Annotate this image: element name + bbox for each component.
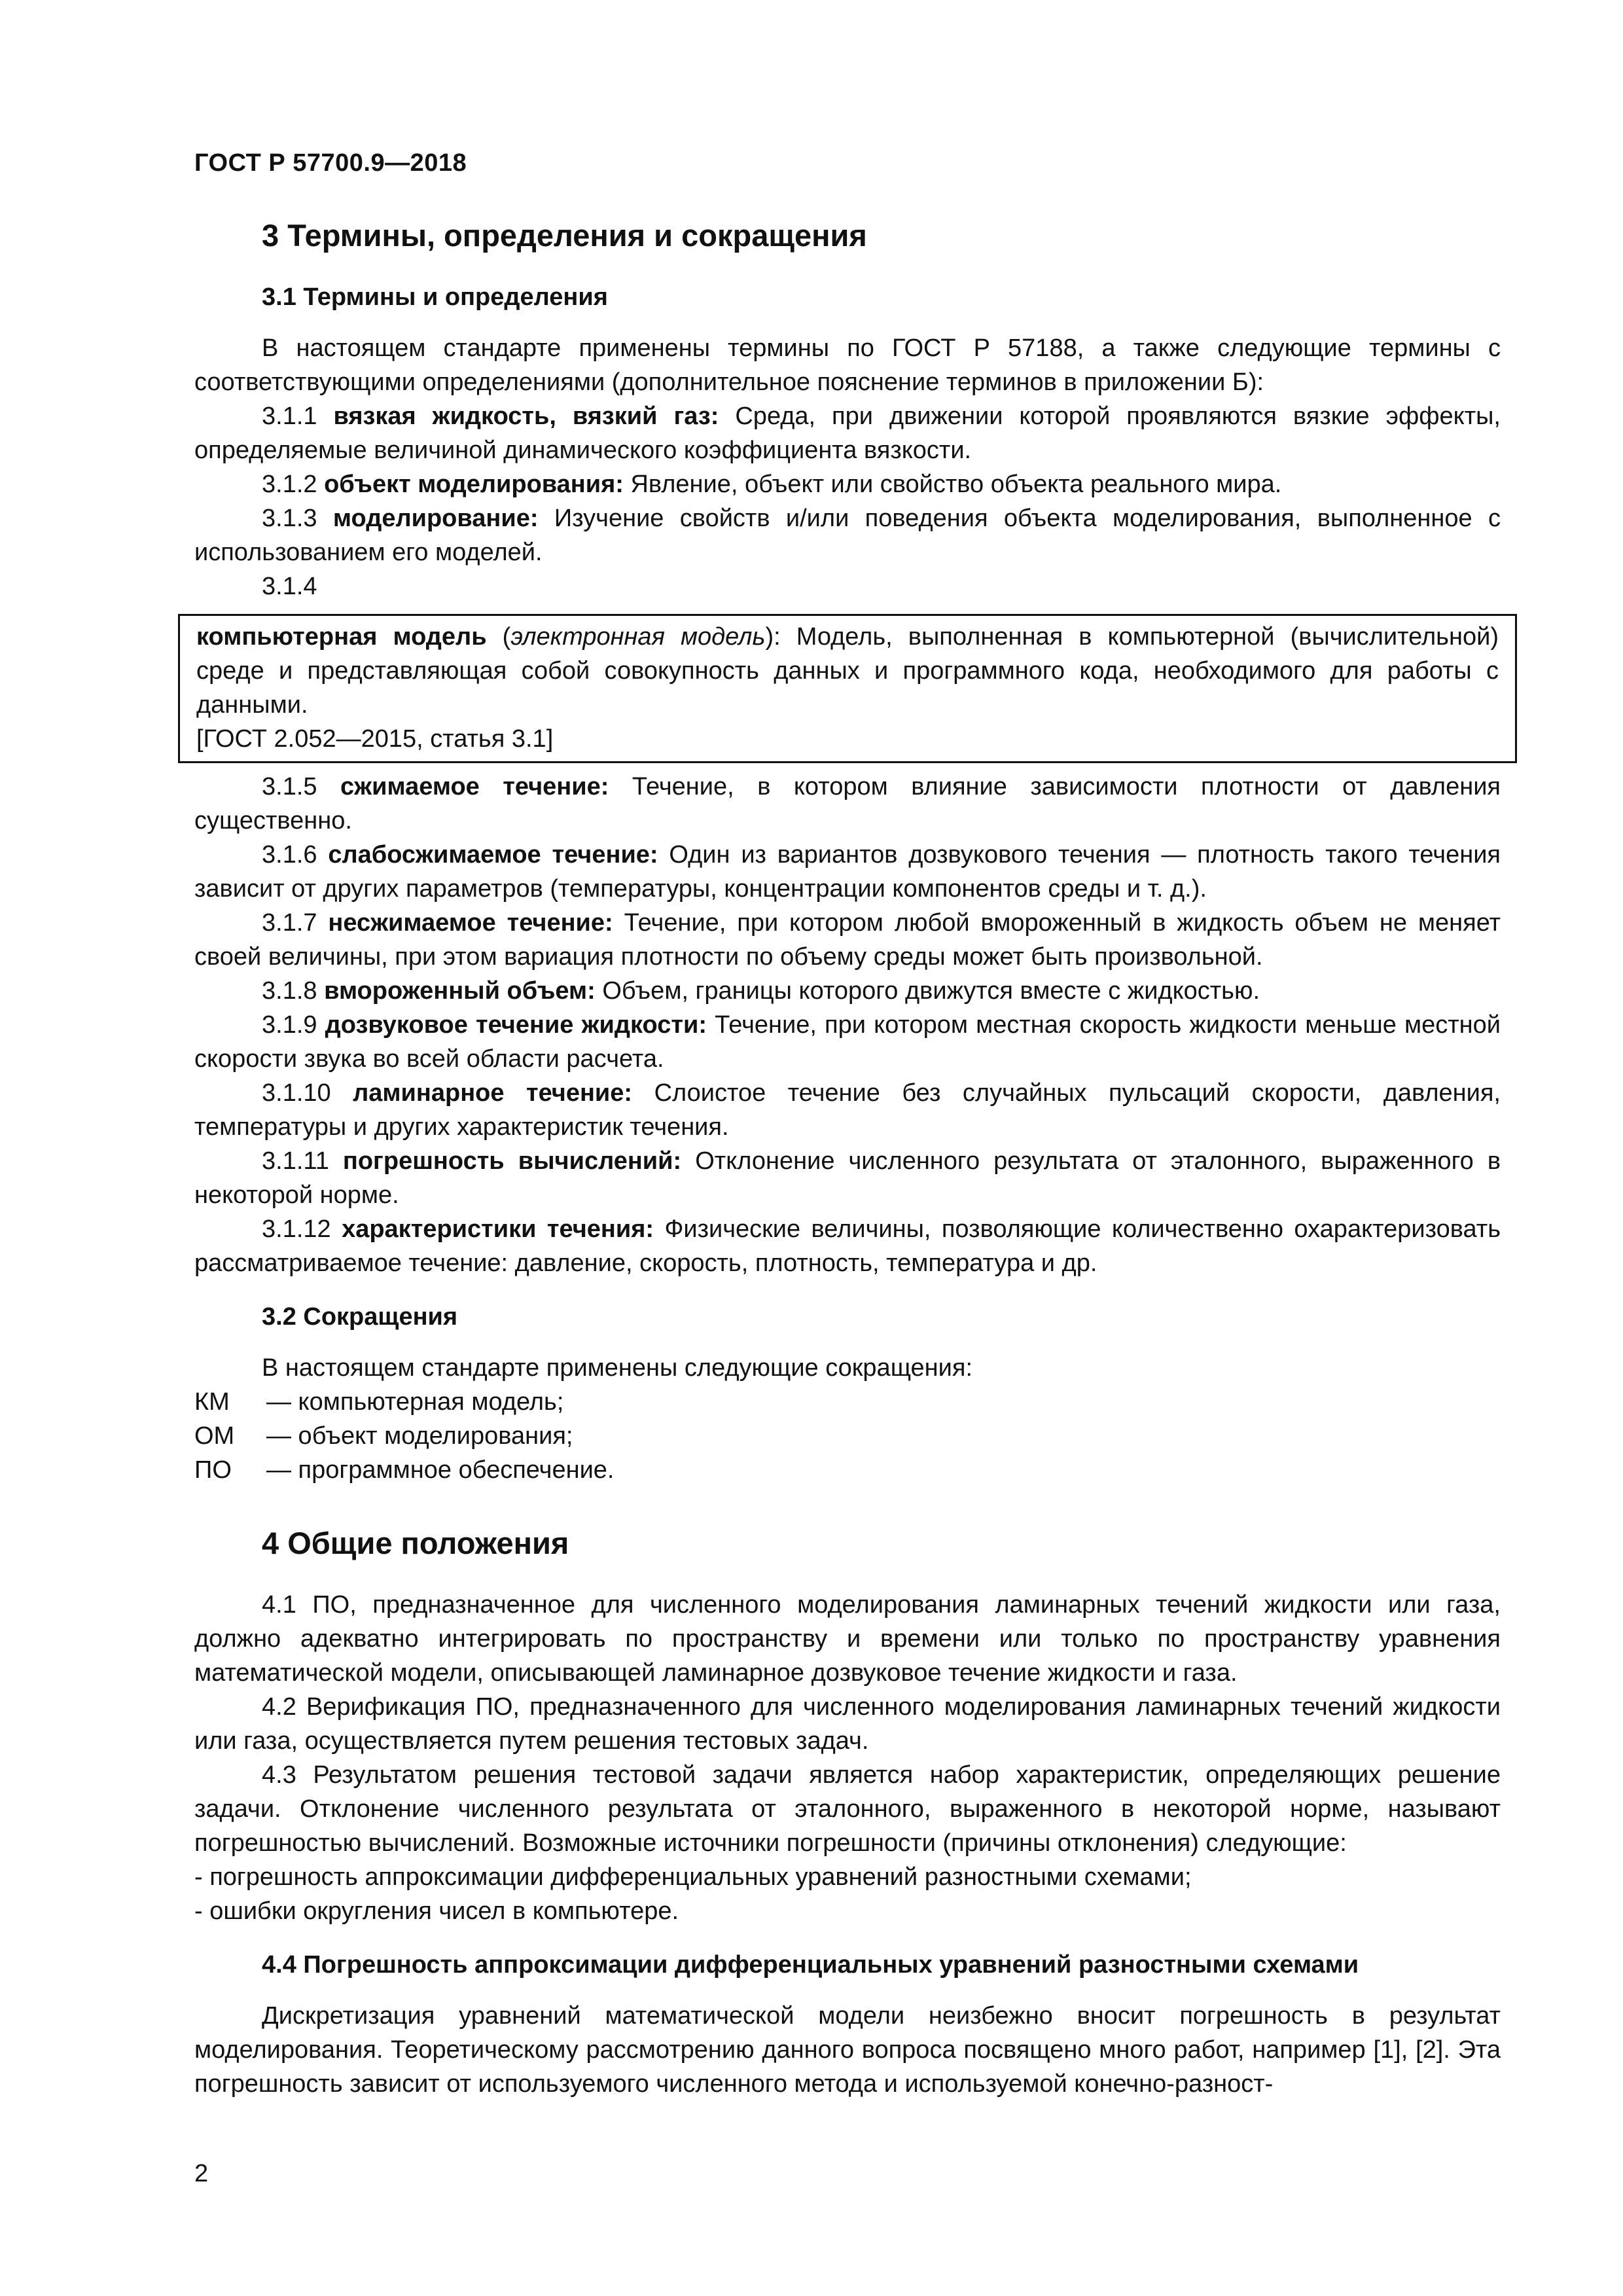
term-3-1-12: 3.1.12 характеристики течения: Физические величины, позволяющие количественно охарактеризовать рассматриваемое течение: давление, скорость, плотность, температура и др.: [194, 1215, 1501, 1277]
abbreviation-item: ПО — программное обеспечение.: [194, 1456, 615, 1484]
paragraph-4-4: Дискретизация уравнений математической модели неизбежно вносит погрешность в результат моделирования. Теоретическому рассмотрению данного вопроса посвящено много работ, например [1], [2]. Эта погрешность зависит от используемого численного метода и используемой конечно-разност-: [194, 2002, 1501, 2098]
page-number: 2: [194, 2160, 209, 2187]
term-3-1-11: 3.1.11 погрешность вычислений: Отклонение численного результата от эталонного, выраженного в некоторой норме.: [194, 1147, 1501, 1209]
section-3-2-title: 3.2 Сокращения: [262, 1303, 458, 1331]
term-3-1-4-number: 3.1.4: [262, 573, 317, 600]
term-3-1-4: компьютерная модель (электронная модель): Модель, выполненная в компьютерной (вычислительной) среде и представляющая собой совокупность данных и программного кода, необходимого для работы с данными.: [196, 623, 1499, 719]
document-header: ГОСТ Р 57700.9—2018: [194, 149, 467, 177]
section-4-4-title: 4.4 Погрешность аппроксимации дифференциальных уравнений разностными схемами: [262, 1951, 1359, 1979]
section-4-title: 4 Общие положения: [262, 1526, 569, 1560]
terms-intro: В настоящем стандарте применены термины по ГОСТ Р 57188, а также следующие термины с соответствующими определениями (дополнительное пояснение терминов в приложении Б):: [194, 334, 1501, 396]
document-body: [194, 216, 1501, 2101]
section-3-1-title: 3.1 Термины и определения: [262, 283, 608, 311]
term-3-1-9: 3.1.9 дозвуковое течение жидкости: Течение, при котором местная скорость жидкости меньше местной скорости звука во всей области расчета.: [194, 1011, 1501, 1073]
term-3-1-8: 3.1.8 вмороженный объем: Объем, границы которого движутся вместе с жидкостью.: [262, 977, 1260, 1005]
term-3-1-3: 3.1.3 моделирование: Изучение свойств и/или поведения объекта моделирования, выполненное с использованием его моделей.: [194, 505, 1501, 566]
section-3-title: 3 Термины, определения и сокращения: [262, 218, 867, 253]
list-item: - погрешность аппроксимации дифференциальных уравнений разностными схемами;: [194, 1863, 1192, 1891]
term-3-1-4-reference: [ГОСТ 2.052—2015, статья 3.1]: [196, 725, 554, 753]
term-3-1-4-box: [178, 614, 1517, 763]
paragraph-4-3: 4.3 Результатом решения тестовой задачи является набор характеристик, определяющих решение задачи. Отклонение численного результата от эталонного, выраженного в некоторой норме, называют погрешностью вычислений. Возможные источники погрешности (причины отклонения) следующие:: [194, 1761, 1501, 1857]
abbreviation-item: КМ — компьютерная модель;: [194, 1388, 564, 1416]
paragraph-4-1: 4.1 ПО, предназначенное для численного моделирования ламинарных течений жидкости или газа, должно адекватно интегрировать по пространству и времени или только по пространству уравнения математической модели, описывающей ламинарное дозвуковое течение жидкости и газа.: [194, 1591, 1501, 1687]
abbreviation-item: ОМ — объект моделирования;: [194, 1422, 573, 1450]
term-3-1-10: 3.1.10 ламинарное течение: Слоистое течение без случайных пульсаций скорости, давления, температуры и других характеристик течения.: [194, 1079, 1501, 1141]
term-3-1-1: 3.1.1 вязкая жидкость, вязкий газ: Среда, при движении которой проявляются вязкие эффекты, определяемые величиной динамического коэффициента вязкости.: [194, 403, 1501, 464]
term-3-1-2: 3.1.2 объект моделирования: Явление, объект или свойство объекта реального мира.: [262, 471, 1282, 498]
paragraph-4-2: 4.2 Верификация ПО, предназначенного для численного моделирования ламинарных течений жидкости или газа, осуществляется путем решения тестовых задач.: [194, 1693, 1501, 1755]
term-3-1-7: 3.1.7 несжимаемое течение: Течение, при котором любой вмороженный в жидкость объем не меняет своей величины, при этом вариация плотности по объему среды может быть произвольной.: [194, 909, 1501, 971]
list-item: - ошибки округления чисел в компьютере.: [194, 1897, 679, 1925]
term-3-1-5: 3.1.5 сжимаемое течение: Течение, в котором влияние зависимости плотности от давления существенно.: [194, 773, 1501, 834]
abbreviations-intro: В настоящем стандарте применены следующие сокращения:: [262, 1354, 973, 1382]
term-3-1-6: 3.1.6 слабосжимаемое течение: Один из вариантов дозвукового течения — плотность такого течения зависит от других параметров (температуры, концентрации компонентов среды и т. д.).: [194, 841, 1501, 903]
